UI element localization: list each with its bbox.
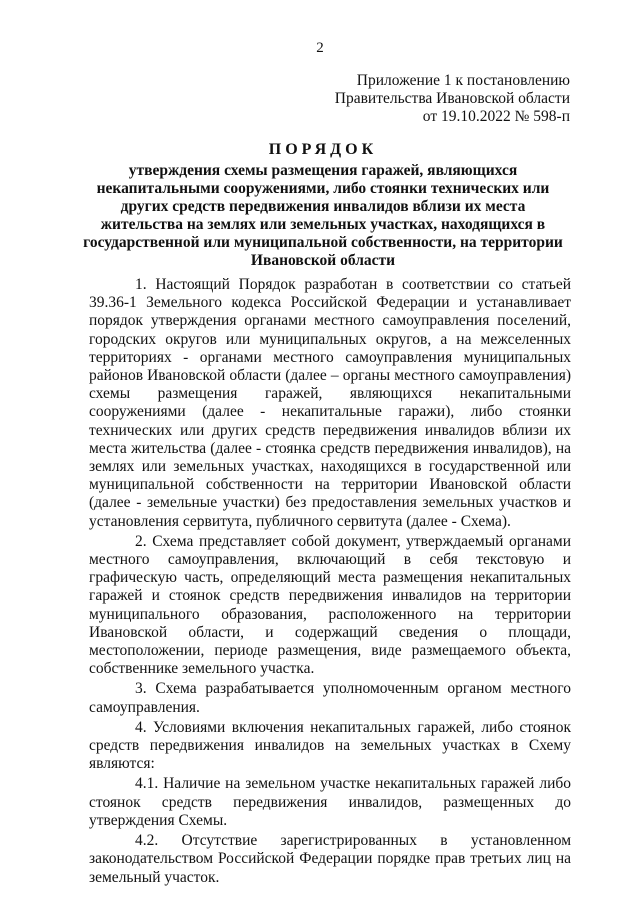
appendix-header: [335, 72, 570, 126]
document-title: [80, 140, 566, 270]
title-main: ПОРЯДОК: [268, 141, 378, 158]
paragraph-4-2: 4.2. Отсутствие зарегистрированных в установленном законодательством Российской Федерации порядке прав третьих лиц на земельный участок.: [89, 832, 571, 886]
appendix-line-3: от 19.10.2022 № 598-п: [422, 108, 570, 125]
paragraph-2: 2. Схема представляет собой документ, утверждаемый органами местного самоуправления, включающий в себя текстовую и графическую часть, определяющий места размещения некапитальных гаражей и стоянок средств передвижения инвалидов на территории муниципального образования, расположенного на территории Ивановской области, и содержащий сведения о площади, местоположении, периоде размещения, виде размещаемого объекта, собственнике земельного участка.: [89, 532, 571, 678]
title-subtitle: утверждения схемы размещения гаражей, являющихся некапитальными сооружениями, либо стоянки технических или других средств передвижения инвалидов вблизи их места жительства на землях или земельных участках, находящихся в государственной или муниципальной собственности, на территории Ивановской области: [83, 162, 563, 269]
appendix-line-2: Правительства Ивановской области: [334, 90, 570, 107]
page-number: 2: [316, 40, 324, 56]
appendix-line-1: Приложение 1 к постановлению: [356, 72, 570, 89]
paragraph-4: 4. Условиями включения некапитальных гаражей, либо стоянок средств передвижения инвалидов на земельных участках в Схему являются:: [89, 718, 571, 773]
document-body: [89, 276, 571, 889]
paragraph-3: 3. Схема разрабатывается уполномоченным органом местного самоуправления.: [89, 680, 571, 716]
paragraph-4-1: 4.1. Наличие на земельном участке некапитальных гаражей либо стоянок средств передвижения инвалидов, размещенных до утверждения Схемы.: [89, 775, 571, 829]
paragraph-1: 1. Настоящий Порядок разработан в соответствии со статьей 39.36-1 Земельного кодекса Российской Федерации и устанавливает порядок утверждения органами местного самоуправления поселений, городских округов или муниципальных округов, а на межселенных территориях - органами местного самоуправления муниципальных районов Ивановской области (далее – органы местного самоуправления) схемы размещения гаражей, являющихся некапитальными сооружениями (далее - некапитальные гаражи), либо стоянки технических или других средств передвижения инвалидов вблизи их места жительства (далее - стоянка средств передвижения инвалидов), на землях или земельных участках, находящихся в государственной или муниципальной собственности на территории Ивановской области (далее - земельные участки) без предоставления земельных участков и установления сервитута, публичного сервитута (далее - Схема).: [89, 276, 571, 530]
